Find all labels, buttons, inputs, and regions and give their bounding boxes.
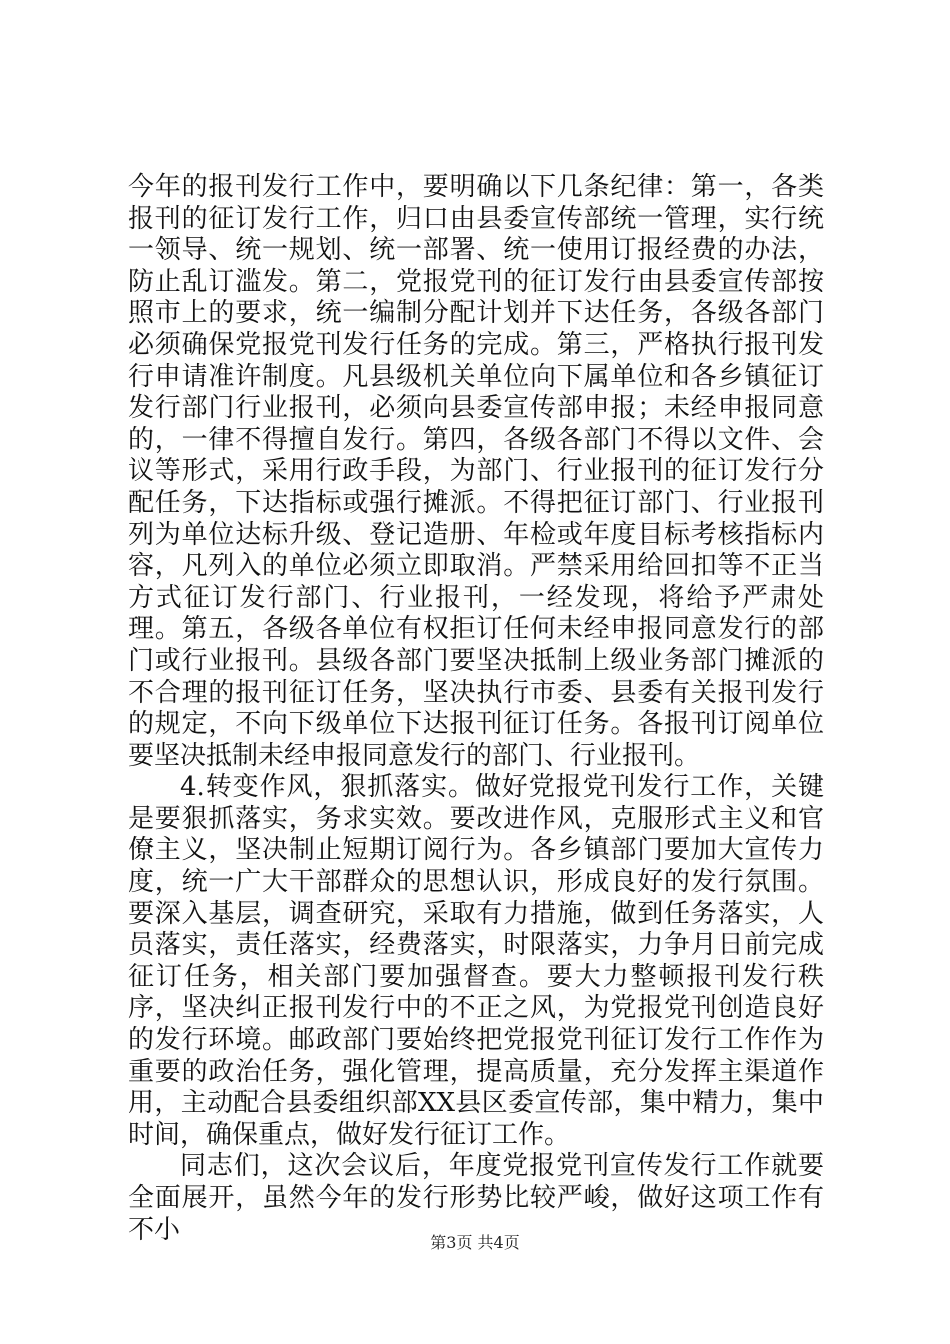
page-number-footer: 第3页 共4页: [430, 1233, 520, 1252]
paragraph-discipline: 今年的报刊发行工作中，要明确以下几条纪律：第一，各类报刊的征订发行工作，归口由县委宣传部统一管理，实行统一领导、统一规划、统一部署、统一使用订报经费的办法，防止乱订滥发。第二，党报党刊的征订发行由县委宣传部按照市上的要求，统一编制分配计划并下达任务，各级各部门必须确保党报党刊发行任务的完成。第三，严格执行报刊发行申请准许制度。凡县级机关单位向下属单位和各乡镇征订发行部门行业报刊，必须向县委宣传部申报；未经申报同意的，一律不得擅自发行。第四，各级各部门不得以文件、会议等形式，采用行政手段，为部门、行业报刊的征订发行分配任务，下达指标或强行摊派。不得把征订部门、行业报刊列为单位达标升级、登记造册、年检或年度目标考核指标内容，凡列入的单位必须立即取消。严禁采用给回扣等不正当方式征订发行部门、行业报刊，一经发现，将给予严肃处理。第五，各级各单位有权拒订任何未经申报同意发行的部门或行业报刊。县级各部门要坚决抵制上级业务部门摊派的不合理的报刊征订任务，坚决执行市委、县委有关报刊发行的规定，不向下级单位下达报刊征订任务。各报刊订阅单位要坚决抵制未经申报同意发行的部门、行业报刊。: [128, 172, 824, 771]
paragraph-work-style: 4.转变作风，狠抓落实。做好党报党刊发行工作，关键是要狠抓落实，务求实效。要改进作风，克服形式主义和官僚主义，坚决制止短期订阅行为。各乡镇部门要加大宣传力度，统一广大干部群众的思想认识，形成良好的发行氛围。要深入基层，调查研究，采取有力措施，做到任务落实，人员落实，责任落实，经费落实，时限落实，力争月日前完成征订任务，相关部门要加强督查。要大力整顿报刊发行秩序，坚决纠正报刊发行中的不正之风，为党报党刊创造良好的发行环境。邮政部门要始终把党报党刊征订发行工作作为重要的政治任务，强化管理，提高质量，充分发挥主渠道作用，主动配合县委组织部XX县区委宣传部，集中精力，集中时间，确保重点，做好发行征订工作。: [128, 772, 824, 1150]
document-body: [128, 172, 824, 1246]
paragraph-closing: 同志们，这次会议后，年度党报党刊宣传发行工作就要全面展开，虽然今年的发行形势比较严峻，做好这项工作有不小: [128, 1151, 824, 1245]
